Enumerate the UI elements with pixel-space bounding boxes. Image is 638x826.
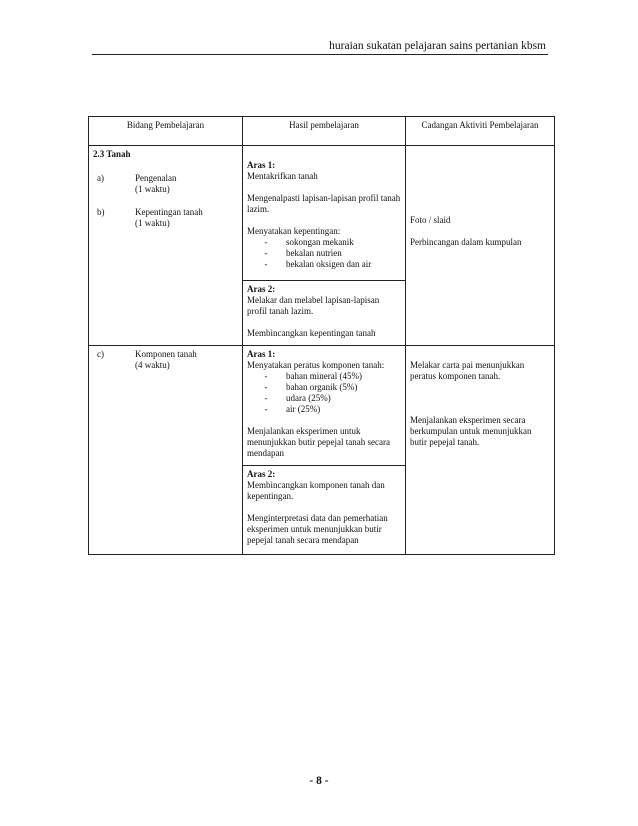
- activity-text: Melakar carta pai menunjukkan peratus komponen tanah.: [410, 360, 525, 381]
- cadangan-cell: [406, 146, 555, 346]
- activity-text: Perbincangan dalam kumpulan: [410, 237, 522, 247]
- item-text: Kepentingan tanah: [135, 207, 203, 217]
- activity-text: Foto / slaid: [410, 215, 451, 225]
- item-letter: c): [97, 349, 104, 359]
- aras-text: Mentakrifkan tanah: [247, 171, 318, 181]
- col-header-hasil: Hasil pembelajaran: [243, 117, 406, 146]
- bidang-cell: [89, 346, 243, 555]
- bullet-item: - bekalan oksigen dan air: [264, 259, 372, 269]
- header-rule: [92, 54, 548, 55]
- col-header-cadangan: Cadangan Aktiviti Pembelajaran: [406, 117, 555, 146]
- aras-text: Menyatakan peratus komponen tanah:: [247, 360, 385, 370]
- activity-text: Menjalankan eksperimen secara berkumpulan untuk menunjukkan butir pepejal tanah.: [410, 415, 532, 447]
- syllabus-table: [88, 116, 555, 555]
- table-row: [89, 346, 555, 555]
- col-header-bidang: Bidang Pembelajaran: [89, 117, 243, 146]
- list-item: [93, 173, 238, 195]
- aras-text: Melakar dan melabel lapisan-lapisan profil tanah lazim.: [247, 295, 380, 316]
- aras-text: Membincangkan kepentingan tanah: [247, 328, 376, 338]
- item-letter: a): [97, 173, 104, 183]
- item-letter: b): [97, 207, 105, 217]
- aras1-block: [243, 346, 405, 465]
- list-item: [93, 207, 238, 229]
- aras-text: Menjalankan eksperimen untuk menunjukkan butir pepejal tanah secara mendapan: [247, 426, 390, 458]
- bullet-item: - bahan organik (5%): [264, 382, 358, 392]
- item-time: (1 waktu): [135, 218, 170, 228]
- list-item: [93, 349, 238, 371]
- hasil-cell: [243, 346, 406, 555]
- aras-text: Menyatakan kepentingan:: [247, 226, 341, 236]
- bullet-item: - sokongan mekanik: [264, 237, 354, 247]
- bullet-item: - udara (25%): [264, 393, 331, 403]
- hasil-cell: [243, 146, 406, 346]
- aras-title: Aras 2:: [247, 469, 276, 479]
- page-number: - 8 -: [309, 775, 329, 787]
- aras1-block: [243, 146, 405, 280]
- aras-title: Aras 1:: [247, 349, 276, 359]
- aras2-block: [243, 280, 405, 345]
- bullet-item: - bahan mineral (45%): [264, 371, 362, 381]
- bullet-item: - air (25%): [264, 404, 321, 414]
- aras-title: Aras 1:: [247, 160, 276, 170]
- cadangan-cell: [406, 346, 555, 555]
- item-text: Pengenalan: [135, 173, 177, 183]
- aras-text: Mengenalpasti lapisan-lapisan profil tanah lazim.: [247, 193, 401, 214]
- table-row: [89, 146, 555, 346]
- item-time: (4 waktu): [135, 360, 170, 370]
- item-text: Komponen tanah: [135, 349, 197, 359]
- aras2-block: [243, 465, 405, 554]
- table-header-row: [89, 117, 555, 146]
- bullet-item: - bekalan nutrien: [264, 248, 342, 258]
- aras-title: Aras 2:: [247, 284, 276, 294]
- item-time: (1 waktu): [135, 184, 170, 194]
- topic-title: 2.3 Tanah: [93, 149, 131, 159]
- aras-text: Menginterpretasi data dan pemerhatian eksperimen untuk menunjukkan butir pepejal tanah secara mendapan: [247, 513, 388, 545]
- bidang-cell: [89, 146, 243, 346]
- header-title: huraian sukatan pelajaran sains pertanian kbsm: [329, 40, 546, 52]
- aras-text: Membincangkan komponen tanah dan kepentingan.: [247, 480, 385, 501]
